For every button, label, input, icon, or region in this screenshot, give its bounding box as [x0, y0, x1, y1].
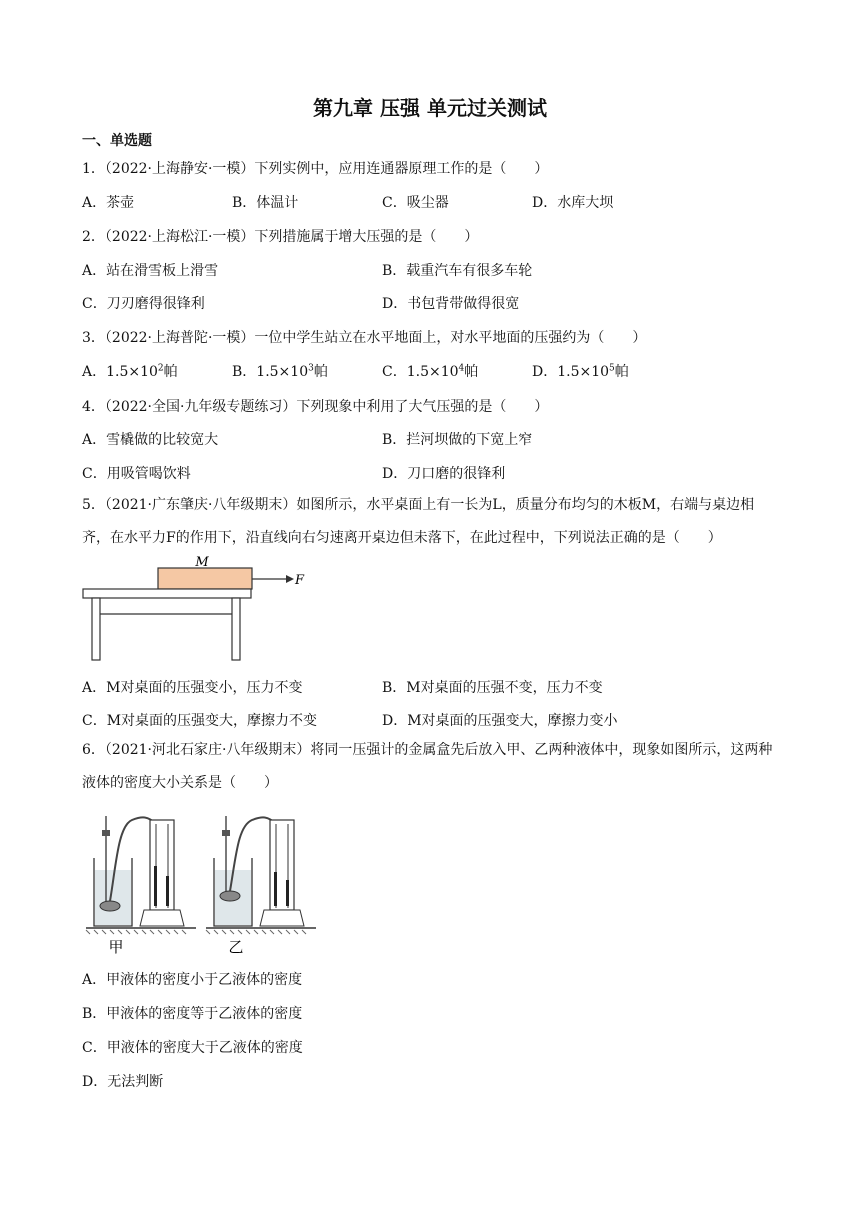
q2-option-b[interactable]: B．载重汽车有很多车轮: [382, 263, 533, 279]
question-4-stem: 4．（2022·全国·九年级专题练习）下列现象中利用了大气压强的是（ ）: [82, 399, 549, 415]
q5-option-b[interactable]: B．M对桌面的压强不变，压力不变: [382, 680, 603, 696]
q6-option-d[interactable]: D．无法判断: [82, 1074, 164, 1090]
q1-option-c[interactable]: C．吸尘器: [382, 195, 449, 211]
apparatus-jia: [86, 816, 196, 934]
table-top: [83, 589, 251, 598]
q3-option-d[interactable]: D．$1.5\times 10^5$帕: [532, 363, 629, 380]
page-title: 第九章 压强 单元过关测试: [313, 96, 547, 120]
apparatus-yi: [206, 816, 316, 934]
label-f: F: [295, 573, 305, 588]
pressure-gauge-figure: [84, 806, 316, 958]
q5-option-d[interactable]: D．M对桌面的压强变大，摩擦力变小: [382, 713, 618, 729]
q2-option-c[interactable]: C．刀刃磨得很锋利: [82, 296, 205, 312]
board-m: [158, 568, 252, 589]
question-5-stem: 5．（2021·广东肇庆·八年级期末）如图所示，水平桌面上有一长为L，质量分布均匀的木板M，右端与桌边相齐，在水平力F的作用下，沿直线向右匀速离开桌边但未落下，在此过程中，下列说法正确的是（ ）: [82, 497, 755, 546]
label-m: M: [195, 556, 209, 570]
q1-option-d[interactable]: D．水库大坝: [532, 195, 614, 211]
table-leg-left: [92, 598, 100, 660]
q4-option-a[interactable]: A．雪橇做的比较宽大: [82, 432, 219, 448]
q6-option-a[interactable]: A．甲液体的密度小于乙液体的密度: [82, 972, 303, 988]
q6-option-b[interactable]: B．甲液体的密度等于乙液体的密度: [82, 1006, 303, 1022]
question-6-stem: 6．（2021·河北石家庄·八年级期末）将同一压强计的金属盒先后放入甲、乙两种液体中，现象如图所示，这两种液体的密度大小关系是（ ）: [82, 742, 773, 791]
table-leg-right: [232, 598, 240, 660]
q6-option-c[interactable]: C．甲液体的密度大于乙液体的密度: [82, 1040, 303, 1056]
question-1-stem: 1．（2022·上海静安·一模）下列实例中，应用连通器原理工作的是（ ）: [82, 161, 549, 177]
label-yi: 乙: [228, 938, 244, 956]
q1-option-b[interactable]: B．体温计: [232, 195, 299, 211]
q5-option-a[interactable]: A．M对桌面的压强变小，压力不变: [82, 680, 303, 696]
q4-option-c[interactable]: C．用吸管喝饮料: [82, 466, 191, 482]
q2-option-a[interactable]: A．站在滑雪板上滑雪: [82, 263, 219, 279]
question-3-stem: 3．（2022·上海普陀·一模）一位中学生站立在水平地面上，对水平地面的压强约为（ ）: [82, 330, 647, 346]
table-board-figure: [80, 556, 310, 662]
q3-option-b[interactable]: B．$1.5\times 10^3$帕: [232, 363, 328, 380]
question-2-stem: 2．（2022·上海松江·一模）下列措施属于增大压强的是（ ）: [82, 229, 479, 245]
force-arrow-head: [286, 575, 294, 583]
q4-option-d[interactable]: D．刀口磨的很锋利: [382, 466, 506, 482]
q3-option-a[interactable]: A．$1.5\times 10^2$帕: [82, 363, 178, 380]
q2-option-d[interactable]: D．书包背带做得很宽: [382, 296, 520, 312]
section-heading: 一、单选题: [82, 133, 152, 149]
q4-option-b[interactable]: B．拦河坝做的下宽上窄: [382, 432, 533, 448]
q3-option-c[interactable]: C．$1.5\times 10^4$帕: [382, 363, 479, 380]
q1-option-a[interactable]: A．茶壶: [82, 195, 135, 211]
q5-option-c[interactable]: C．M对桌面的压强变大，摩擦力不变: [82, 713, 318, 729]
label-jia: 甲: [108, 938, 124, 956]
